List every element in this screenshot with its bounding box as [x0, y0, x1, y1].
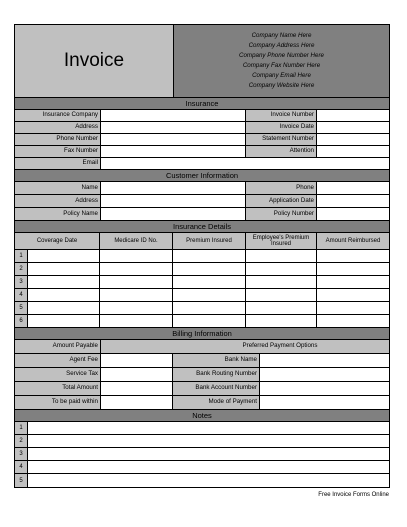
company-phone: Company Phone Number Here	[239, 52, 324, 59]
table-cell[interactable]	[28, 302, 100, 314]
table-cell[interactable]	[246, 302, 317, 314]
field-label: Statement Number	[246, 134, 317, 145]
table-cell[interactable]	[317, 315, 389, 327]
table-cell[interactable]	[246, 276, 317, 288]
field-label: Address	[15, 122, 101, 133]
field-label: To be paid within	[15, 396, 101, 409]
field-label: Phone Number	[15, 134, 101, 145]
section-customer: Customer Information	[15, 170, 389, 182]
email-input[interactable]	[101, 158, 389, 169]
amount-payable-blank	[101, 340, 173, 353]
attention-input[interactable]	[317, 146, 389, 157]
field-label: Policy Name	[15, 208, 101, 220]
agent-fee-input[interactable]	[101, 354, 173, 367]
row-number: 2	[15, 263, 28, 275]
company-info	[174, 25, 389, 97]
field-label: Insurance Company	[15, 110, 101, 121]
notes-row	[15, 474, 389, 487]
customer-row	[15, 182, 389, 195]
table-cell[interactable]	[173, 302, 246, 314]
field-label: Mode of Payment	[173, 396, 260, 409]
row-number: 2	[15, 435, 28, 447]
bank-routing-input[interactable]	[260, 368, 389, 381]
table-cell[interactable]	[173, 276, 246, 288]
table-cell[interactable]	[173, 250, 246, 262]
table-row	[15, 302, 389, 315]
table-row	[15, 263, 389, 276]
invoice-title: Invoice	[15, 25, 174, 97]
insurance-company-input[interactable]	[101, 110, 246, 121]
field-label: Agent Fee	[15, 354, 101, 367]
billing-row	[15, 354, 389, 368]
table-cell[interactable]	[100, 263, 173, 275]
row-number: 3	[15, 448, 28, 460]
insurance-row	[15, 110, 389, 122]
invoice-date-input[interactable]	[317, 122, 389, 133]
table-row	[15, 289, 389, 302]
company-fax: Company Fax Number Here	[242, 62, 321, 69]
header	[15, 25, 389, 98]
customer-row	[15, 195, 389, 208]
note-input[interactable]	[28, 448, 389, 460]
footer-credit: Free Invoice Forms Online	[318, 492, 389, 498]
col-medicare-id: Medicare ID No.	[100, 233, 173, 249]
table-cell[interactable]	[173, 289, 246, 301]
field-label: Invoice Number	[246, 110, 317, 121]
section-insurance: Insurance	[15, 98, 389, 110]
table-cell[interactable]	[28, 276, 100, 288]
table-cell[interactable]	[28, 263, 100, 275]
fax-input[interactable]	[101, 146, 246, 157]
field-label: Amount Payable	[15, 340, 101, 353]
field-label: Name	[15, 182, 101, 194]
company-website: Company Website Here	[248, 82, 315, 89]
payment-options-header: Preferred Payment Options	[173, 340, 389, 353]
service-tax-input[interactable]	[101, 368, 173, 381]
row-number: 5	[15, 474, 28, 487]
table-row	[15, 315, 389, 328]
invoice-form	[14, 24, 390, 488]
table-cell[interactable]	[246, 263, 317, 275]
table-row	[15, 276, 389, 289]
field-label: Fax Number	[15, 146, 101, 157]
row-number: 1	[15, 250, 28, 262]
row-number: 3	[15, 276, 28, 288]
company-name: Company Name Here	[251, 32, 312, 39]
field-label: Email	[15, 158, 101, 169]
field-label: Service Tax	[15, 368, 101, 381]
field-label: Policy Number	[246, 208, 317, 220]
field-label: Address	[15, 195, 101, 207]
billing-row	[15, 382, 389, 396]
details-header-row	[15, 233, 389, 250]
billing-row	[15, 368, 389, 382]
total-amount-input[interactable]	[101, 382, 173, 395]
col-coverage-date: Coverage Date	[15, 233, 100, 249]
insurance-row	[15, 158, 389, 170]
section-billing: Billing Information	[15, 328, 389, 340]
col-premium-insured: Premium Insured	[173, 233, 246, 249]
table-row	[15, 250, 389, 263]
table-cell[interactable]	[246, 250, 317, 262]
table-cell[interactable]	[100, 250, 173, 262]
table-cell[interactable]	[100, 302, 173, 314]
section-details: Insurance Details	[15, 221, 389, 233]
table-cell[interactable]	[28, 289, 100, 301]
invoice-number-input[interactable]	[317, 110, 389, 121]
table-cell[interactable]	[28, 315, 100, 327]
table-cell[interactable]	[317, 250, 389, 262]
table-cell[interactable]	[173, 263, 246, 275]
address-input[interactable]	[101, 122, 246, 133]
customer-address-input[interactable]	[101, 195, 246, 207]
insurance-row	[15, 134, 389, 146]
field-label: Phone	[246, 182, 317, 194]
table-cell[interactable]	[317, 302, 389, 314]
notes-row	[15, 435, 389, 448]
company-email: Company Email Here	[252, 72, 311, 79]
name-input[interactable]	[101, 182, 246, 194]
row-number: 5	[15, 302, 28, 314]
section-notes: Notes	[15, 410, 389, 422]
field-label: Attention	[246, 146, 317, 157]
table-cell[interactable]	[100, 315, 173, 327]
notes-row	[15, 422, 389, 435]
notes-row	[15, 461, 389, 474]
table-cell[interactable]	[246, 315, 317, 327]
table-cell[interactable]	[100, 276, 173, 288]
row-number: 4	[15, 461, 28, 473]
table-cell[interactable]	[28, 250, 100, 262]
bank-account-input[interactable]	[260, 382, 389, 395]
table-cell[interactable]	[100, 289, 173, 301]
row-number: 6	[15, 315, 28, 327]
insurance-row	[15, 122, 389, 134]
bank-name-input[interactable]	[260, 354, 389, 367]
table-cell[interactable]	[317, 289, 389, 301]
policy-name-input[interactable]	[101, 208, 246, 220]
table-cell[interactable]	[173, 315, 246, 327]
customer-phone-input[interactable]	[317, 182, 389, 194]
note-input[interactable]	[28, 474, 389, 487]
col-amount-reimbursed: Amount Reimbursed	[317, 233, 389, 249]
row-number: 1	[15, 422, 28, 434]
field-label: Application Date	[246, 195, 317, 207]
table-cell[interactable]	[246, 289, 317, 301]
table-cell[interactable]	[317, 276, 389, 288]
field-label: Bank Routing Number	[173, 368, 260, 381]
note-input[interactable]	[28, 461, 389, 473]
company-address: Company Address Here	[248, 42, 315, 49]
statement-number-input[interactable]	[317, 134, 389, 145]
row-number: 4	[15, 289, 28, 301]
billing-row	[15, 340, 389, 354]
phone-input[interactable]	[101, 134, 246, 145]
field-label: Bank Account Number	[173, 382, 260, 395]
field-label: Invoice Date	[246, 122, 317, 133]
insurance-row	[15, 146, 389, 158]
col-employee-premium: Employee's Premium Insured	[246, 233, 317, 249]
field-label: Bank Name	[173, 354, 260, 367]
customer-row	[15, 208, 389, 221]
field-label: Total Amount	[15, 382, 101, 395]
paid-within-input[interactable]	[101, 396, 173, 409]
billing-row	[15, 396, 389, 410]
table-cell[interactable]	[317, 263, 389, 275]
application-date-input[interactable]	[317, 195, 389, 207]
note-input[interactable]	[28, 422, 389, 434]
policy-number-input[interactable]	[317, 208, 389, 220]
payment-mode-input[interactable]	[260, 396, 389, 409]
notes-row	[15, 448, 389, 461]
note-input[interactable]	[28, 435, 389, 447]
